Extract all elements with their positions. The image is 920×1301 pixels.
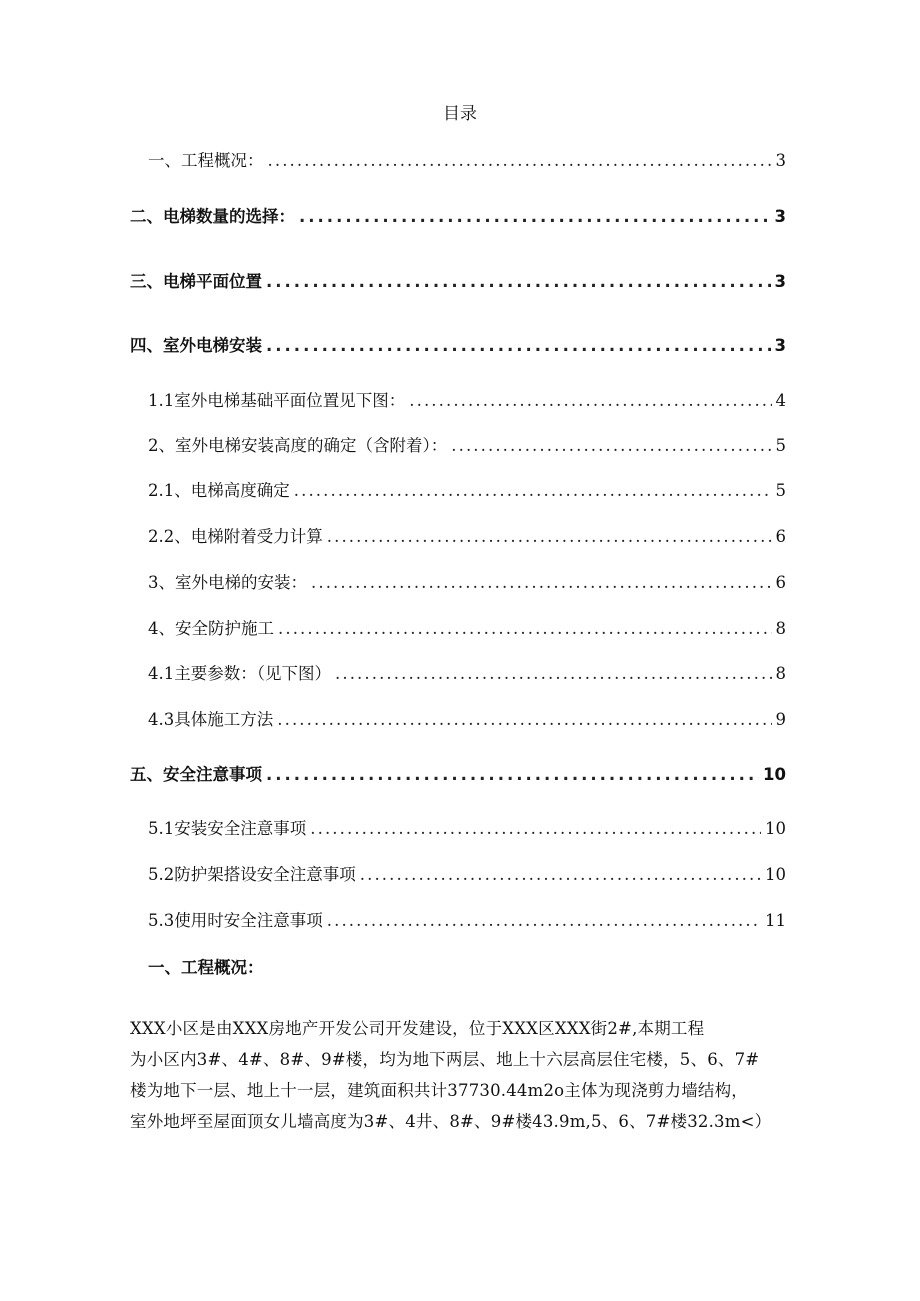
toc-entry[interactable]	[130, 205, 786, 229]
toc-entry[interactable]	[148, 863, 786, 887]
toc-entry[interactable]	[148, 149, 786, 173]
toc-leader-dots	[451, 434, 771, 458]
toc-entry[interactable]	[148, 525, 786, 549]
toc-entry-text: 四、室外电梯安装	[130, 336, 262, 355]
toc-entry[interactable]	[148, 389, 786, 413]
toc-entry[interactable]	[148, 571, 786, 595]
body-line: 室外地坪至屋面顶女儿墙高度为3#、4井、8#、9#楼43.9m,5、6、7#楼32.3m<）	[130, 1112, 772, 1131]
toc-page-number: 5	[775, 481, 786, 500]
toc-leader-dots	[360, 863, 761, 887]
toc-entry-text: 3、室外电梯的安装：	[148, 573, 307, 592]
toc-title: 目录	[443, 104, 477, 124]
toc-entry-text: 4.3具体施工方法	[148, 710, 274, 729]
toc-entry[interactable]	[148, 662, 786, 686]
toc-leader-dots	[311, 571, 772, 595]
toc-entry[interactable]	[148, 817, 786, 841]
toc-entry-text: 5.1安装安全注意事项	[148, 819, 307, 838]
toc-leader-dots	[266, 334, 771, 358]
body-paragraph	[130, 1013, 802, 1137]
toc-page-number: 10	[765, 865, 786, 884]
toc-entry[interactable]	[148, 479, 786, 503]
toc-page-number: 3	[774, 336, 786, 355]
toc-page-number: 5	[775, 436, 786, 455]
toc-entry-text: 2、室外电梯安装高度的确定（含附着）：	[148, 436, 448, 455]
toc-entry-text: 5.3使用时安全注意事项	[148, 911, 323, 930]
toc-page-number: 3	[774, 207, 786, 226]
body-line: XXX小区是由XXX房地产开发公司开发建设，位于XXX区XXX街2#,本期工程	[130, 1019, 705, 1038]
toc-page-number: 10	[765, 819, 786, 838]
toc-page-number: 8	[775, 619, 786, 638]
toc-entry[interactable]	[130, 270, 786, 294]
toc-page-number: 6	[775, 573, 786, 592]
toc-leader-dots	[266, 270, 771, 294]
toc-leader-dots	[268, 149, 772, 173]
toc-leader-dots	[409, 389, 771, 413]
toc-leader-dots	[277, 708, 771, 732]
toc-entry-text: 一、工程概况：	[148, 151, 264, 170]
toc-leader-dots	[327, 909, 761, 933]
toc-entry-text: 2.2、电梯附着受力计算	[148, 527, 323, 546]
toc-page-number: 3	[774, 272, 786, 291]
toc-page-number: 11	[765, 911, 786, 930]
toc-entry-text: 4.1主要参数：（见下图）	[148, 664, 331, 683]
toc-page-number: 10	[763, 765, 786, 784]
toc-entry[interactable]	[148, 708, 786, 732]
toc-leader-dots	[299, 205, 771, 229]
toc-page-number: 4	[775, 391, 786, 410]
toc-page-number: 3	[775, 151, 786, 170]
toc-entry[interactable]	[148, 434, 786, 458]
toc-entry[interactable]	[130, 334, 786, 358]
toc-entry-text: 五、安全注意事项	[130, 765, 262, 784]
toc-leader-dots	[327, 525, 772, 549]
toc-leader-dots	[278, 617, 772, 641]
toc-entry[interactable]	[130, 763, 786, 787]
toc-entry-text: 三、电梯平面位置	[130, 272, 262, 291]
section-heading: 一、工程概况：	[148, 958, 264, 977]
toc-entry-text: 1.1室外电梯基础平面位置见下图：	[148, 391, 406, 410]
toc-page-number: 6	[775, 527, 786, 546]
toc-leader-dots	[310, 817, 761, 841]
body-line: 为小区内3#、4#、8#、9#楼，均为地下两层、地上十六层高层住宅楼，5、6、7#	[130, 1050, 760, 1069]
toc-leader-dots	[335, 662, 772, 686]
toc-entry-text: 5.2防护架搭设安全注意事项	[148, 865, 356, 884]
toc-entry-text: 2.1、电梯高度确定	[148, 481, 290, 500]
toc-page-number: 8	[775, 664, 786, 683]
toc-leader-dots	[266, 763, 759, 787]
toc-entry-text: 二、电梯数量的选择：	[130, 207, 295, 226]
toc-leader-dots	[294, 479, 772, 503]
toc-entry[interactable]	[148, 909, 786, 933]
toc-entry[interactable]	[148, 617, 786, 641]
toc-page-number: 9	[775, 710, 786, 729]
body-line: 楼为地下一层、地上十一层，建筑面积共计37730.44m2o主体为现浇剪力墙结构，	[130, 1081, 749, 1100]
toc-entry-text: 4、安全防护施工	[148, 619, 274, 638]
